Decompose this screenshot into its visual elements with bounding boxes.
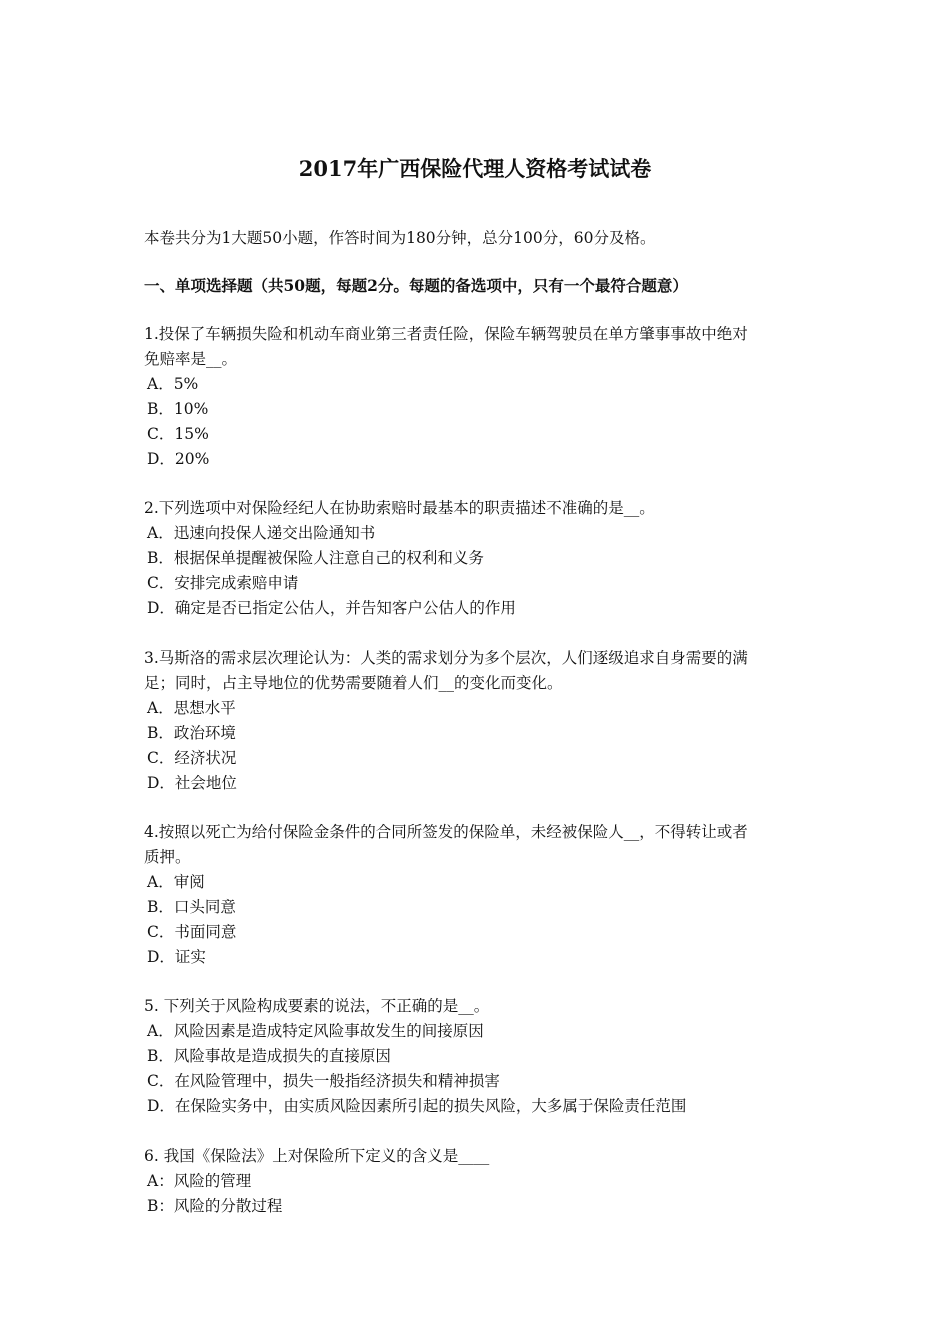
question-4-option-c: C．书面同意	[147, 923, 237, 941]
document-title: 2017年广西保险代理人资格考试试卷	[298, 156, 652, 181]
question-2-option-b: B．根据保单提醒被保险人注意自己的权利和义务	[147, 549, 484, 567]
question-2-stem-line-1: 2.下列选项中对保险经纪人在协助索赔时最基本的职责描述不准确的是__。	[144, 499, 655, 517]
question-5-option-c: C．在风险管理中，损失一般指经济损失和精神损害	[147, 1072, 500, 1090]
question-6-option-a: A：风险的管理	[147, 1172, 252, 1190]
question-4-option-a: A．审阅	[147, 873, 205, 891]
question-4-option-b: B．口头同意	[147, 898, 236, 916]
question-3-option-c: C．经济状况	[147, 749, 237, 767]
question-2-option-c: C．安排完成索赔申请	[147, 574, 299, 592]
question-3-option-b: B．政治环境	[147, 724, 236, 742]
question-1-option-d: D．20%	[147, 450, 210, 468]
question-3-stem-line-1: 3.马斯洛的需求层次理论认为：人类的需求划分为多个层次，人们逐级追求自身需要的满	[144, 649, 748, 667]
question-6-option-b: B：风险的分散过程	[147, 1197, 283, 1215]
question-1-stem-line-1: 1.投保了车辆损失险和机动车商业第三者责任险，保险车辆驾驶员在单方肇事事故中绝对	[144, 325, 748, 343]
question-3-stem-line-2: 足；同时，占主导地位的优势需要随着人们__的变化而变化。	[144, 674, 563, 692]
question-2-option-a: A．迅速向投保人递交出险通知书	[147, 524, 376, 542]
question-5-option-a: A．风险因素是造成特定风险事故发生的间接原因	[147, 1022, 484, 1040]
section-heading: 一、单项选择题（共50题，每题2分。每题的备选项中，只有一个最符合题意）	[144, 276, 688, 295]
question-4-stem-line-2: 质押。	[144, 848, 191, 866]
question-1-stem-line-2: 免赔率是__。	[144, 350, 238, 368]
question-6-stem-line-1: 6. 我国《保险法》上对保险所下定义的含义是____	[144, 1147, 490, 1165]
question-1-option-c: C．15%	[147, 425, 209, 443]
question-1-option-a: A．5%	[147, 375, 199, 393]
question-5-option-d: D．在保险实务中，由实质风险因素所引起的损失风险，大多属于保险责任范围	[147, 1097, 687, 1115]
exam-intro: 本卷共分为1大题50小题，作答时间为180分钟，总分100分，60分及格。	[144, 229, 656, 247]
question-4-stem-line-1: 4.按照以死亡为给付保险金条件的合同所签发的保险单，未经被保险人__，不得转让或者	[144, 823, 748, 841]
question-2-option-d: D．确定是否已指定公估人，并告知客户公估人的作用	[147, 599, 516, 617]
question-5-stem-line-1: 5. 下列关于风险构成要素的说法，不正确的是__。	[144, 997, 490, 1015]
question-1-option-b: B．10%	[147, 400, 209, 418]
question-3-option-d: D．社会地位	[147, 774, 237, 792]
question-4-option-d: D．证实	[147, 948, 206, 966]
question-5-option-b: B．风险事故是造成损失的直接原因	[147, 1047, 391, 1065]
question-3-option-a: A．思想水平	[147, 699, 236, 717]
